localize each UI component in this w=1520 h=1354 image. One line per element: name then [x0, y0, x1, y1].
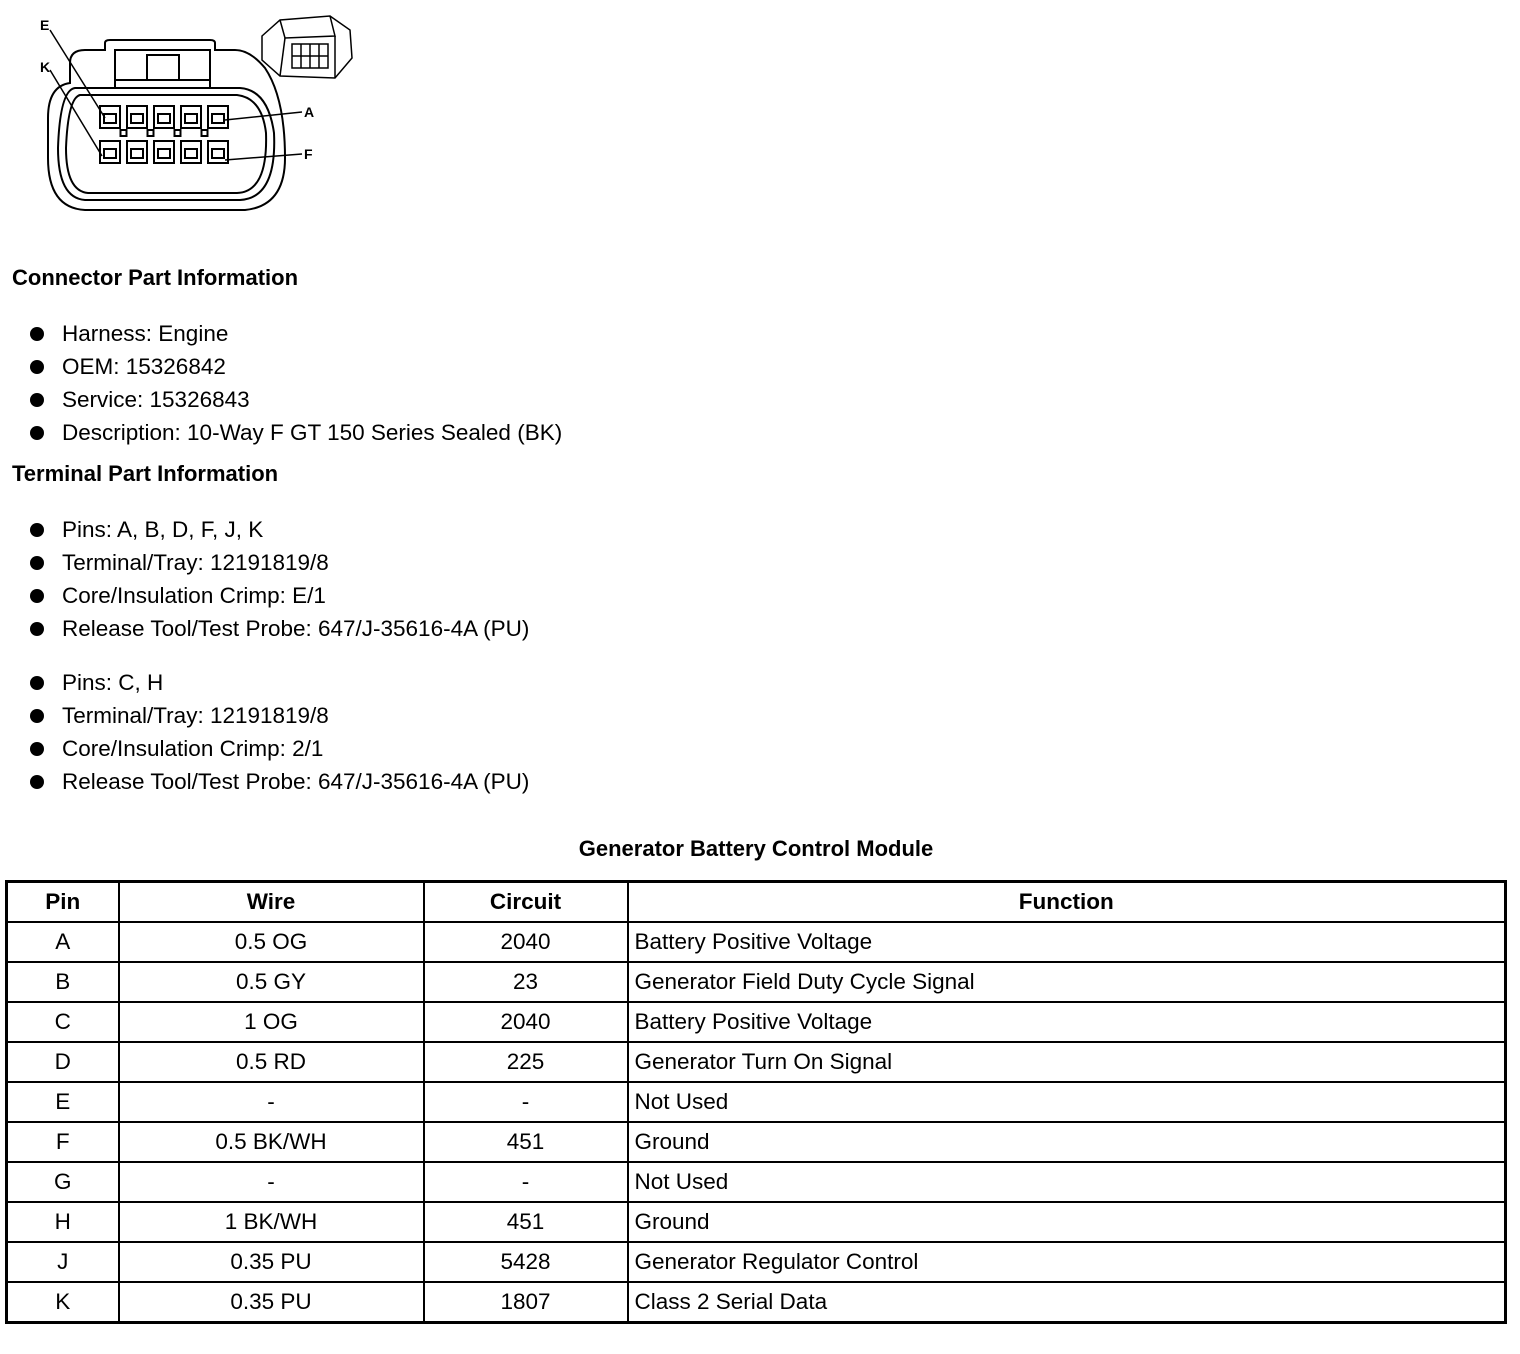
cell-function: Generator Turn On Signal [628, 1042, 1506, 1082]
terminal-part-info-heading: Terminal Part Information [12, 461, 279, 486]
table-title: Generator Battery Control Module [578, 836, 934, 861]
connector-inner-shell-2 [66, 95, 266, 193]
table-row [7, 922, 1506, 962]
column-header-function: Function [628, 882, 1506, 923]
pin-cavity-inner [185, 114, 197, 123]
table-row [7, 1282, 1506, 1323]
list-item: Terminal/Tray: 12191819/8 [30, 546, 529, 579]
cell-function: Generator Field Duty Cycle Signal [628, 962, 1506, 1002]
cell-circuit: 2040 [424, 922, 628, 962]
connector-inner-shell [58, 88, 274, 200]
column-header-circuit: Circuit [424, 882, 628, 923]
list-item: Release Tool/Test Probe: 647/J-35616-4A (PU) [30, 612, 529, 645]
cell-pin: E [7, 1082, 119, 1122]
cell-function: Not Used [628, 1162, 1506, 1202]
list-item: Core/Insulation Crimp: 2/1 [30, 732, 529, 765]
list-item: Release Tool/Test Probe: 647/J-35616-4A (PU) [30, 765, 529, 798]
pin-label-a: A [304, 104, 315, 120]
connector-part-info-list [30, 317, 562, 449]
pin-cavities [100, 106, 228, 163]
cell-function: Not Used [628, 1082, 1506, 1122]
connector-3d-thumbnail [262, 16, 352, 78]
terminal-group-1-list [30, 513, 529, 645]
cell-pin: G [7, 1162, 119, 1202]
column-header-wire: Wire [119, 882, 424, 923]
cell-pin: A [7, 922, 119, 962]
cavity-divider [175, 130, 181, 136]
cell-wire: 1 BK/WH [119, 1202, 424, 1242]
cell-pin: J [7, 1242, 119, 1282]
cell-circuit: 23 [424, 962, 628, 1002]
cell-function: Battery Positive Voltage [628, 922, 1506, 962]
cell-circuit: 2040 [424, 1002, 628, 1042]
cell-circuit: 451 [424, 1202, 628, 1242]
list-item: Description: 10-Way F GT 150 Series Sealed (BK) [30, 416, 562, 449]
table-row [7, 1082, 1506, 1122]
table-row [7, 1162, 1506, 1202]
list-item: Service: 15326843 [30, 383, 562, 416]
pin-cavity-inner [212, 149, 224, 158]
pin-cavity-inner [185, 149, 197, 158]
cell-circuit: 225 [424, 1042, 628, 1082]
pin-cavity-inner [104, 149, 116, 158]
cell-pin: C [7, 1002, 119, 1042]
pin-label-f: F [304, 146, 313, 162]
cell-wire: 0.5 RD [119, 1042, 424, 1082]
pin-cavity-inner [104, 114, 116, 123]
pin-cavity-inner [131, 149, 143, 158]
cell-function: Class 2 Serial Data [628, 1282, 1506, 1323]
pin-cavity-inner [212, 114, 224, 123]
cell-pin: H [7, 1202, 119, 1242]
cell-function: Ground [628, 1122, 1506, 1162]
list-item: Terminal/Tray: 12191819/8 [30, 699, 529, 732]
pinout-table [5, 880, 1507, 1324]
table-row [7, 962, 1506, 1002]
table-row [7, 1202, 1506, 1242]
list-item: Pins: A, B, D, F, J, K [30, 513, 529, 546]
cell-circuit: 1807 [424, 1282, 628, 1323]
pin-cavity-inner [158, 114, 170, 123]
cell-wire: - [119, 1082, 424, 1122]
cell-pin: B [7, 962, 119, 1002]
cell-function: Generator Regulator Control [628, 1242, 1506, 1282]
connector-part-info-heading: Connector Part Information [12, 265, 299, 290]
cell-pin: D [7, 1042, 119, 1082]
cell-pin: F [7, 1122, 119, 1162]
table-row [7, 1002, 1506, 1042]
cavity-divider [148, 130, 154, 136]
table-row [7, 1242, 1506, 1282]
cell-pin: K [7, 1282, 119, 1323]
list-item: Core/Insulation Crimp: E/1 [30, 579, 529, 612]
table-row [7, 1042, 1506, 1082]
pin-label-e: E [40, 17, 50, 33]
cell-circuit: - [424, 1082, 628, 1122]
cavity-divider [121, 130, 127, 136]
cell-circuit: 5428 [424, 1242, 628, 1282]
column-header-pin: Pin [7, 882, 119, 923]
cell-circuit: - [424, 1162, 628, 1202]
leader-line-f [225, 154, 302, 160]
cell-circuit: 451 [424, 1122, 628, 1162]
cell-wire: 0.5 GY [119, 962, 424, 1002]
cell-wire: 0.35 PU [119, 1282, 424, 1323]
pin-cavity-inner [131, 114, 143, 123]
list-item: Harness: Engine [30, 317, 562, 350]
terminal-group-2-list [30, 666, 529, 798]
table-row [7, 1122, 1506, 1162]
connector-diagram [30, 8, 370, 218]
cell-wire: - [119, 1162, 424, 1202]
cell-wire: 0.5 BK/WH [119, 1122, 424, 1162]
cell-function: Ground [628, 1202, 1506, 1242]
pin-label-k: K [40, 59, 51, 75]
cavity-divider [202, 130, 208, 136]
list-item: Pins: C, H [30, 666, 529, 699]
table-header-row [7, 882, 1506, 923]
pin-cavity-inner [158, 149, 170, 158]
cell-function: Battery Positive Voltage [628, 1002, 1506, 1042]
list-item: OEM: 15326842 [30, 350, 562, 383]
connector-latch-tab [147, 55, 179, 80]
cell-wire: 0.35 PU [119, 1242, 424, 1282]
cell-wire: 1 OG [119, 1002, 424, 1042]
cell-wire: 0.5 OG [119, 922, 424, 962]
leader-line-e [50, 30, 105, 118]
